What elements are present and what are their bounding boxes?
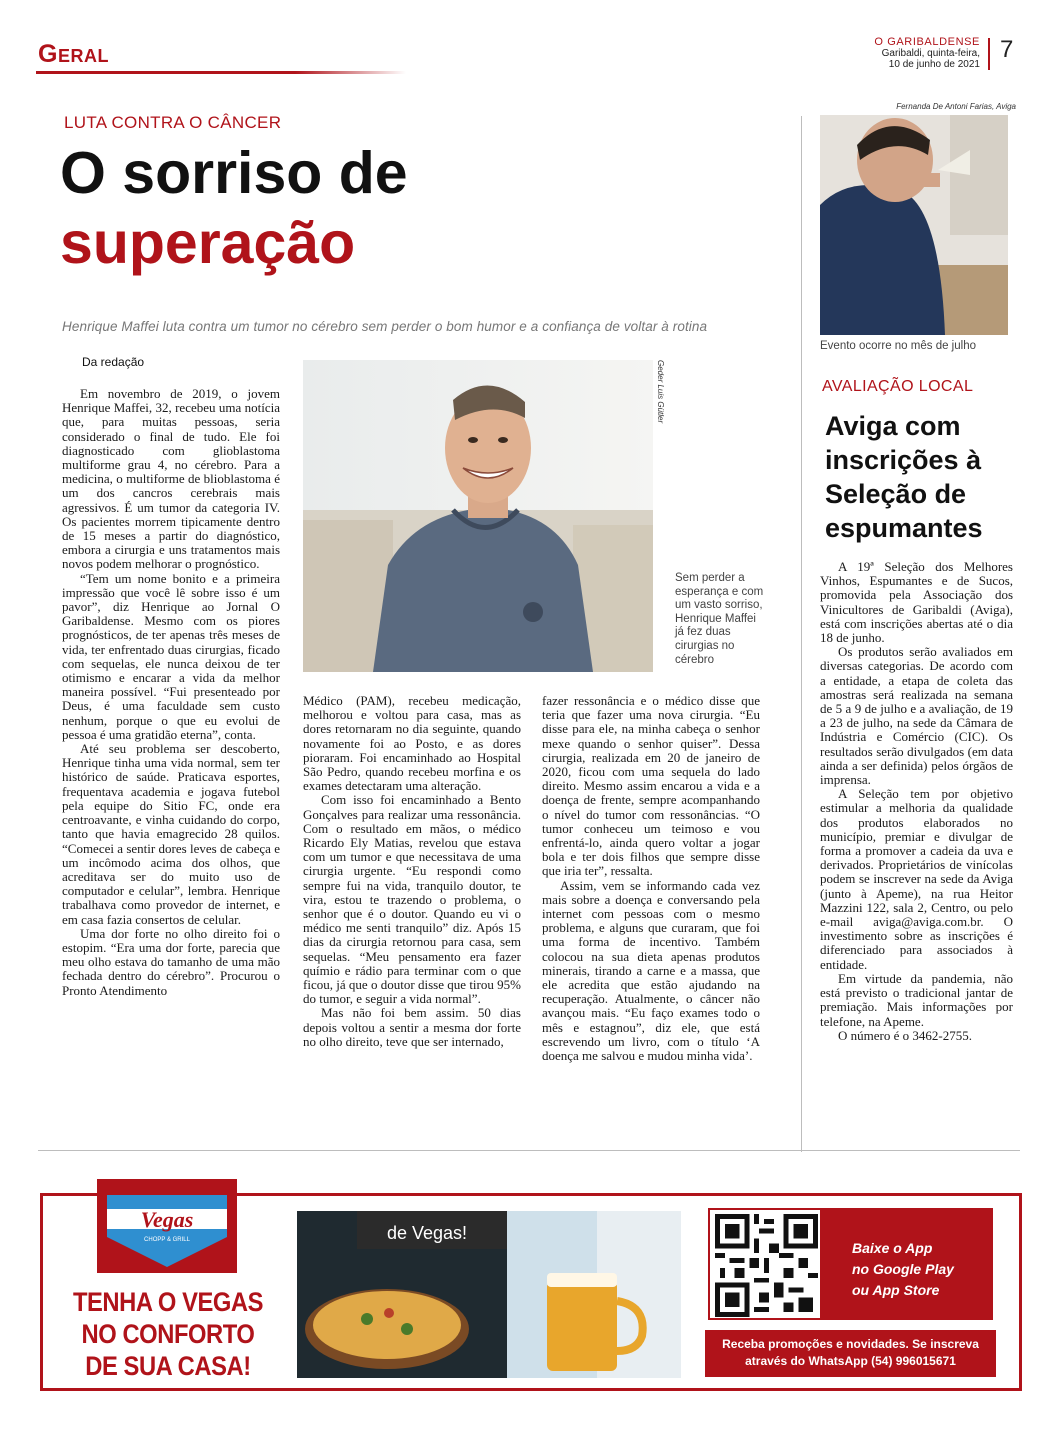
- paragraph: “Tem um nome bonito e a primeira impressão que você lê sobre isso é um pavor”, diz Henrique ao Jornal O Garibaldense. Mesmo com os piores prognósticos, de ter apenas três meses de vida, ter enfrentado duas cirurgias, ficado com sequelas, ele nunca deixou de ter otimismo e encarar a vida da melhor maneira possível. “Fui presenteado por Deus, é uma faculdade sem custo nenhum, porque o que eu evolui de pessoa é uma gratidão eterna”, conta.: [62, 570, 280, 742]
- paragraph: O número é o 3462-2755.: [838, 1027, 972, 1043]
- column-divider: [801, 116, 802, 1152]
- paragraph: Em novembro de 2019, o jovem Henrique Maffei, 32, recebeu uma notícia que, para muitas pessoas, seria considerado o final de tudo. Ele foi diagnosticado com glioblastoma multiforme grau 4, no cérebro. Para a medicina, o multiforme de blioblastoma é um dos cancros cerebrais mais agressivos. É um tumor da categoria IV. Os pacientes morrem tipicamente dentro de 15 meses a partir do diagnóstico, embora a cirurgia e uns tratamentos mais novos podem melhorar o prognóstico.: [62, 386, 280, 572]
- byline: Da redação: [82, 355, 145, 369]
- ad-slogan: [71, 1286, 265, 1382]
- app-download-text[interactable]: [820, 1210, 991, 1318]
- paragraph: Assim, vem se informando cada vez mais sobre a doença e conversando pela internet com pessoas com o mesmo problema, e alguns que curaram, que foi uma forma de incentivo. Também colocou na sua dieta apenas produtos minerais, tirando a carne e a massa, que ele acredita que estão ajudando na recuperação. Atualmente, o câncer não avançou mais. “Eu faço exames todo o mês e estagnou”, diz ele, que está escrevendo um livro, com o título ‘A doença me salvou e mudou minha vida’.: [542, 877, 760, 1064]
- photo-credit: Geder Luis Gütler: [656, 360, 665, 424]
- paragraph: Mas não foi bem assim. 50 dias depois voltou a sentir a mesma dor forte no olho direito, teve que ser internado,: [303, 1005, 521, 1049]
- photo-caption: Sem perder a esperança e com um vasto sorriso, Henrique Maffei já fez duas cirurgias no cérebro: [675, 572, 764, 666]
- article-headline: [60, 138, 408, 278]
- whatsapp-banner[interactable]: [705, 1330, 996, 1377]
- article-column-1: [62, 387, 280, 998]
- paragraph: A Seleção tem por objetivo estimular a melhoria da qualidade dos produtos elaborados no município, premiar e divulgar de forma a promover a cadeia da uva e derivados. Proprietários de vinícolas podem se inscrever na sede da Aviga (junto à Apeme), na rua Heitor Mazzini 122, sala 2, Centro, ou pelo e-mail aviga@aviga.com.br. O investimento sobre as inscrições é diferenciado para associados à entidade.: [820, 786, 1013, 972]
- slogan-line-3: DE SUA CASA!: [85, 1351, 251, 1381]
- paragraph: Até seu problema ser descoberto, Henrique tinha uma vida normal, sem ter histórico de saúde. Praticava esportes, frequentava academia e jogava futebol pela equipe do Sitio FC, onde era centroavante, e vinha cuidando do corpo, tanto que havia emagrecido 28 quilos. “Comecei a sentir dores leves de cabeça e um incômodo acima dos olhos, que acreditava ser do muito uso de computador e celular”, lembra. Henrique trabalhava como provedor de internet, e em casa fazia consertos de celular.: [62, 741, 280, 927]
- headline-line-2: superação: [60, 210, 356, 276]
- portrait-illustration: [303, 360, 653, 672]
- sidebar-photo: [820, 115, 1008, 335]
- qr-code-icon[interactable]: [715, 1214, 818, 1317]
- ad-photo: [297, 1211, 681, 1378]
- paragraph: Uma dor forte no olho direito foi o estopim. “Era uma dor forte, parecia que meu olho estava do tamanho de uma mão fechada dentro do cérebro”. Procurou o Pronto Atendimento: [62, 925, 280, 998]
- paragraph: Em virtude da pandemia, não está previsto o tradicional jantar de premiação. Mais informações por telefone, na Apeme.: [820, 970, 1013, 1029]
- section-title: Geral: [38, 40, 109, 68]
- wine-tasting-illustration: [820, 115, 1008, 335]
- section-rule: [36, 71, 406, 74]
- slogan-line-2: NO CONFORTO: [81, 1319, 255, 1349]
- paragraph: Médico (PAM), recebeu medicação, melhorou e voltou para casa, mas as dores retornaram no dia seguinte, quando novamente foi ao Posto, e as dores pioraram. Foi encaminhado ao Hospital São Pedro, quando recebeu morfina e os exames detectaram uma alteração.: [303, 693, 521, 794]
- article-subhead: Henrique Maffei luta contra um tumor no cérebro sem perder o bom humor e a confiança de voltar à rotina: [62, 319, 708, 334]
- logo-brand-text: Vegas: [140, 1207, 194, 1232]
- headline-line-1: O sorriso de: [60, 140, 408, 206]
- sidebar-text: [820, 560, 1013, 1043]
- sidebar-headline: Aviga com inscrições à Seleção de espumantes: [825, 411, 983, 543]
- article-column-3: [542, 694, 760, 1063]
- page-number: 7: [1000, 36, 1014, 63]
- logo-sub-text: CHOPP & GRILL: [144, 1237, 190, 1243]
- article-photo: [303, 360, 653, 672]
- sidebar-photo-caption: Evento ocorre no mês de julho: [820, 340, 976, 352]
- app-line-3: ou App Store: [852, 1282, 940, 1298]
- sidebar-kicker: AVALIAÇÃO LOCAL: [822, 378, 974, 395]
- pizza-beer-illustration: [297, 1211, 681, 1378]
- paper-name: O GARIBALDENSE: [874, 36, 980, 48]
- app-line-1: Baixe o App: [852, 1240, 933, 1256]
- qr-code-graphic: [715, 1214, 818, 1317]
- paragraph: Com isso foi encaminhado a Bento Gonçalves para realizar uma ressonância. Com o resultado em mãos, o médico Ricardo Ely Matias, revelou que estava com um tumor e que necessitava de uma cirurgia urgente. “Eu respondi como sempre fui na vida, tranquilo doutor, te vira, estou te trazendo o problema, o senhor que é o doutor. Quando eu vi o médico me senti tranquilo” diz. Após 15 dias da cirurgia retornou para casa, sem sequelas. “Meu pensamento era fazer químio e rádio para terminar com o que ficou, já que o doutor disse que tirou 95% do tumor, e seguir a vida normal”.: [303, 792, 521, 1007]
- paragraph: fazer ressonância e o médico disse que teria que fazer uma nova cirurgia. “Eu disse para ele, na minha cabeça o senhor mexe quando o senhor quiser”. Dessa cirurgia, realizada em 20 de janeiro de 2020, ficou com uma sequela do lado direito. Mesmo assim encarou a vida e a doença de frente, sempre acompanhando o nível do tumor com ressonâncias. “O tumor conheceu um teimoso e vou enfrentá-lo, ainda quero voltar a jogar bola e ter dois filhos que sempre disse que iria ter”, ressalta.: [542, 693, 760, 879]
- vegas-logo: [93, 1177, 241, 1275]
- masthead: [874, 37, 980, 70]
- photo-sign-text: de Vegas!: [386, 1223, 468, 1243]
- slogan-line-1: TENHA O VEGAS: [72, 1287, 264, 1317]
- paragraph: Os produtos serão avaliados em diversas categorias. De acordo com a entidade, a etapa de coleta das amostras será realizada na semana de 5 a 9 de julho e a avaliação, de 19 a 23 de julho, na sede da Câmara de Indústria e Comércio (CIC). Os resultados serão divulgados (em data ainda a ser definida) pelos órgãos de imprensa.: [820, 644, 1013, 788]
- vegas-logo-graphic: [93, 1177, 241, 1275]
- whatsapp-line-2: através do WhatsApp (54) 996015671: [745, 1354, 956, 1368]
- article-column-2: [303, 694, 521, 1049]
- article-kicker: LUTA CONTRA O CÂNCER: [64, 113, 282, 132]
- dateline: Garibaldi, quinta-feira,: [881, 48, 980, 59]
- bottom-rule: [38, 1150, 1020, 1151]
- date: 10 de junho de 2021: [888, 59, 980, 70]
- sidebar-photo-credit: Fernanda De Antoni Farias, Aviga: [896, 102, 1016, 111]
- page-separator: [988, 38, 990, 70]
- paragraph: A 19ª Seleção dos Melhores Vinhos, Espumantes e de Sucos, promovida pela Associação dos Vinicultores de Garibaldi (Aviga), está com inscrições abertas até o dia 18 de junho.: [820, 559, 1013, 646]
- whatsapp-line-1: Receba promoções e novidades. Se inscreva: [722, 1337, 979, 1351]
- app-line-2: no Google Play: [852, 1261, 954, 1277]
